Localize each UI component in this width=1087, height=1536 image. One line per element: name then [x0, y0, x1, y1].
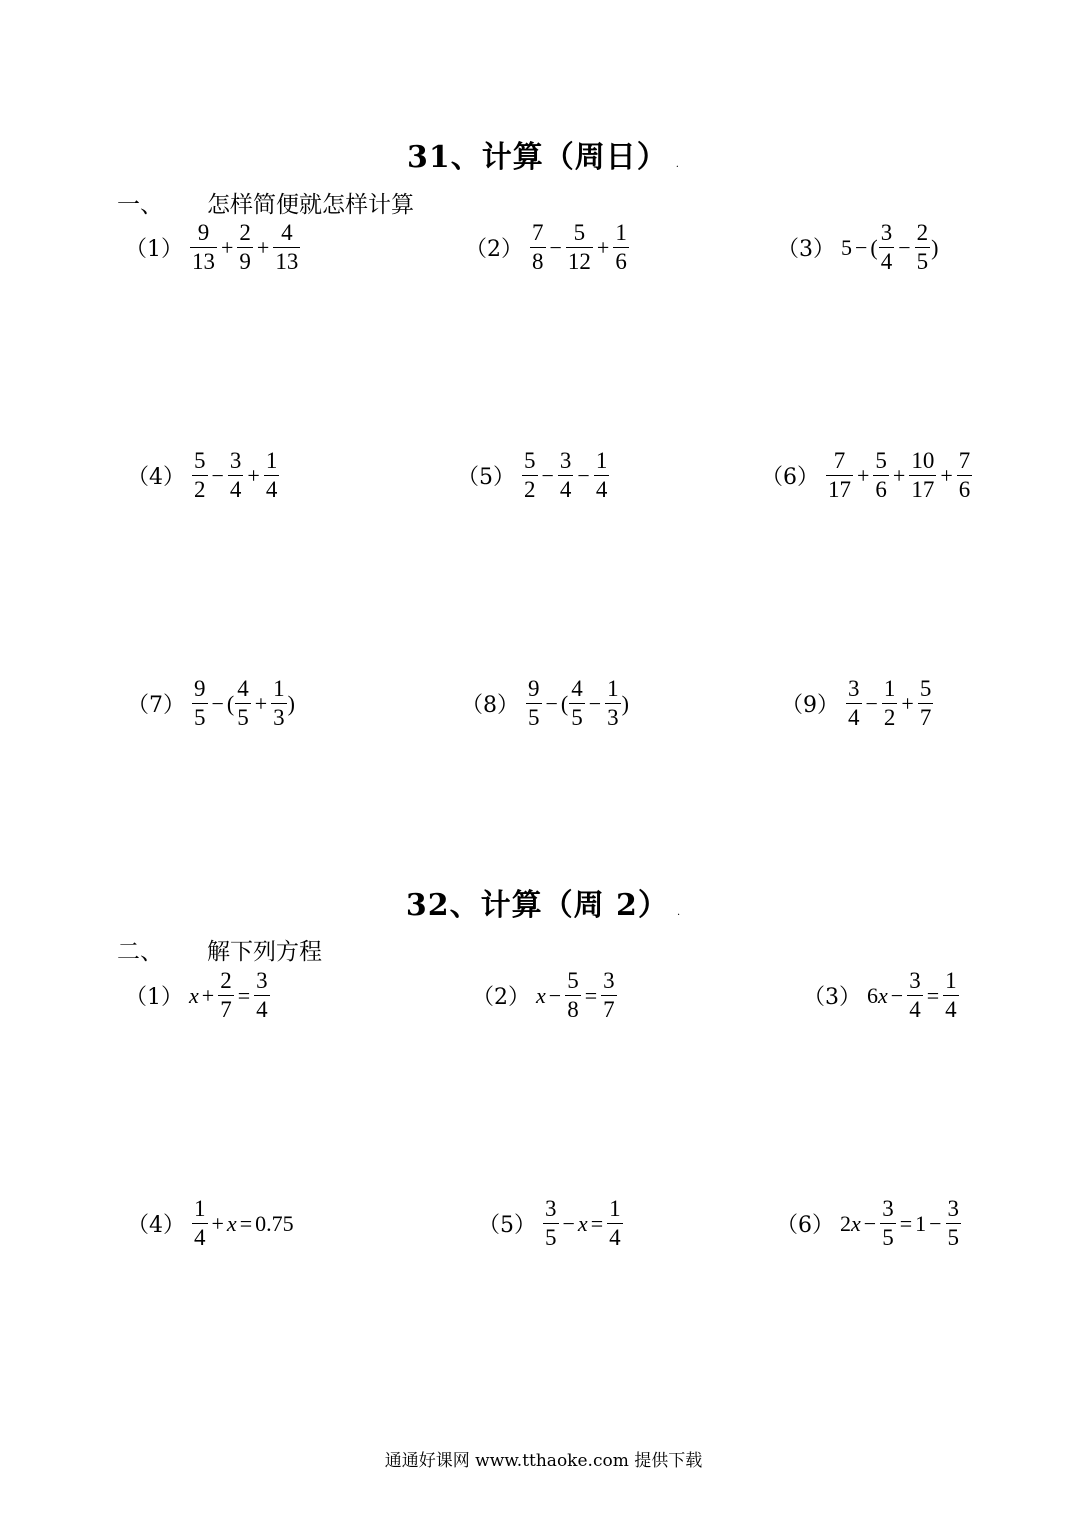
title-dot: . — [676, 907, 682, 918]
problem-label: （6） — [776, 1213, 834, 1238]
fraction: $\frac{3}{5}$ — [882, 1196, 894, 1250]
fraction: $\frac{5}{12}$ — [567, 220, 591, 274]
heading-number: 二、 — [117, 939, 163, 965]
section-32-heading — [117, 933, 322, 966]
fraction: $\frac{3}{5}$ — [947, 1196, 960, 1250]
fraction: $\frac{9}{5}$ — [528, 676, 540, 730]
section-31-title: 31、计算（周日） . — [407, 140, 680, 175]
fraction: $\frac{1}{2}$ — [883, 676, 896, 730]
title-dot: . — [675, 159, 680, 170]
problem-4: （4） $\frac{5}{2}$ − $\frac{3}{4}$ + $\frac{1}{4}$ — [127, 448, 278, 502]
fraction: $\frac{3}{7}$ — [603, 968, 615, 1022]
fraction: $\frac{5}{8}$ — [567, 968, 579, 1022]
fraction: $\frac{3}{4}$ — [909, 968, 921, 1022]
fraction: $\frac{5}{2}$ — [524, 448, 536, 502]
fraction: $\frac{1}{6}$ — [615, 220, 627, 274]
section-31-heading — [117, 186, 414, 219]
fraction: $\frac{3}{4}$ — [880, 220, 893, 274]
fraction: $\frac{1}{4}$ — [595, 448, 608, 502]
fraction: $\frac{7}{8}$ — [532, 220, 544, 274]
problem-label: （2） — [472, 985, 530, 1010]
equation-5: （5） $\frac{3}{5}$ − x = $\frac{1}{4}$ — [478, 1196, 621, 1250]
fraction: $\frac{9}{5}$ — [194, 676, 206, 730]
problem-1: （1） $\frac{9}{13}$ + $\frac{2}{9}$ + $\frac{4}{13}$ — [125, 220, 299, 274]
fraction: $\frac{9}{13}$ — [192, 220, 215, 274]
problem-2: （2） $\frac{7}{8}$ − $\frac{5}{12}$ + $\frac{1}{6}$ — [465, 220, 627, 274]
problem-label: （8） — [461, 693, 519, 718]
fraction: $\frac{5}{7}$ — [919, 676, 932, 730]
problem-3: （3） 5 − ( $\frac{3}{4}$ − $\frac{2}{5}$ ) — [777, 220, 939, 274]
equation-1: （1） x + $\frac{2}{7}$ = $\frac{3}{4}$ — [125, 968, 268, 1022]
problem-label: （1） — [125, 237, 183, 262]
problem-label: （5） — [457, 465, 515, 490]
heading-text: 解下列方程 — [207, 939, 322, 965]
equation-3: （3） 6 x − $\frac{3}{4}$ = $\frac{1}{4}$ — [803, 968, 957, 1022]
problem-9: （9） $\frac{3}{4}$ − $\frac{1}{2}$ + $\frac{5}{7}$ — [781, 676, 932, 730]
fraction: $\frac{3}{4}$ — [559, 448, 572, 502]
fraction: $\frac{10}{17}$ — [911, 448, 935, 502]
fraction: $\frac{4}{5}$ — [237, 676, 249, 730]
problem-6: （6） $\frac{7}{17}$ + $\frac{5}{6}$ + $\frac{10}{17}$ + $\frac{7}{6}$ — [761, 448, 971, 502]
fraction: $\frac{2}{9}$ — [239, 220, 251, 274]
problem-label: （7） — [127, 693, 185, 718]
problem-label: （5） — [478, 1213, 536, 1238]
section-32-title: 32、计算（周 2） . — [405, 888, 682, 923]
problem-5: （5） $\frac{5}{2}$ − $\frac{3}{4}$ − $\frac{1}{4}$ — [457, 448, 608, 502]
heading-text: 怎样简便就怎样计算 — [207, 192, 414, 218]
fraction: $\frac{7}{6}$ — [958, 448, 971, 502]
footer-source: 通通好课网 www.tthaoke.com 提供下载 — [384, 1451, 703, 1471]
problem-label: （3） — [777, 237, 835, 262]
problem-label: （1） — [125, 985, 183, 1010]
fraction: $\frac{1}{3}$ — [607, 676, 619, 730]
problem-label: （9） — [781, 693, 839, 718]
equation-2: （2） x − $\frac{5}{8}$ = $\frac{3}{7}$ — [472, 968, 615, 1022]
fraction: $\frac{5}{6}$ — [875, 448, 887, 502]
fraction: $\frac{1}{4}$ — [945, 968, 957, 1022]
fraction: $\frac{4}{5}$ — [571, 676, 583, 730]
problem-label: （2） — [465, 237, 523, 262]
fraction: $\frac{2}{5}$ — [916, 220, 929, 274]
fraction: $\frac{7}{17}$ — [828, 448, 851, 502]
problem-label: （6） — [761, 465, 819, 490]
fraction: $\frac{3}{4}$ — [848, 676, 860, 730]
problem-label: （4） — [127, 465, 185, 490]
fraction: $\frac{4}{13}$ — [275, 220, 299, 274]
fraction: $\frac{1}{4}$ — [265, 448, 278, 502]
problem-label: （4） — [127, 1213, 185, 1238]
fraction: $\frac{2}{7}$ — [220, 968, 232, 1022]
fraction: $\frac{1}{3}$ — [273, 676, 285, 730]
fraction: $\frac{3}{4}$ — [256, 968, 268, 1022]
fraction: $\frac{1}{4}$ — [194, 1196, 206, 1250]
problem-8: （8） $\frac{9}{5}$ − ( $\frac{4}{5}$ − $\frac{1}{3}$ ) — [461, 676, 629, 730]
problem-label: （3） — [803, 985, 861, 1010]
fraction: $\frac{1}{4}$ — [609, 1196, 621, 1250]
heading-number: 一、 — [117, 192, 163, 218]
problem-7: （7） $\frac{9}{5}$ − ( $\frac{4}{5}$ + $\frac{1}{3}$ ) — [127, 676, 295, 730]
fraction: $\frac{3}{5}$ — [545, 1196, 557, 1250]
fraction: $\frac{5}{2}$ — [194, 448, 206, 502]
equation-4: （4） $\frac{1}{4}$ + x = 0.75 — [127, 1196, 294, 1250]
fraction: $\frac{3}{4}$ — [229, 448, 242, 502]
equation-6: （6） 2 x − $\frac{3}{5}$ = 1 − $\frac{3}{5}$ — [776, 1196, 960, 1250]
